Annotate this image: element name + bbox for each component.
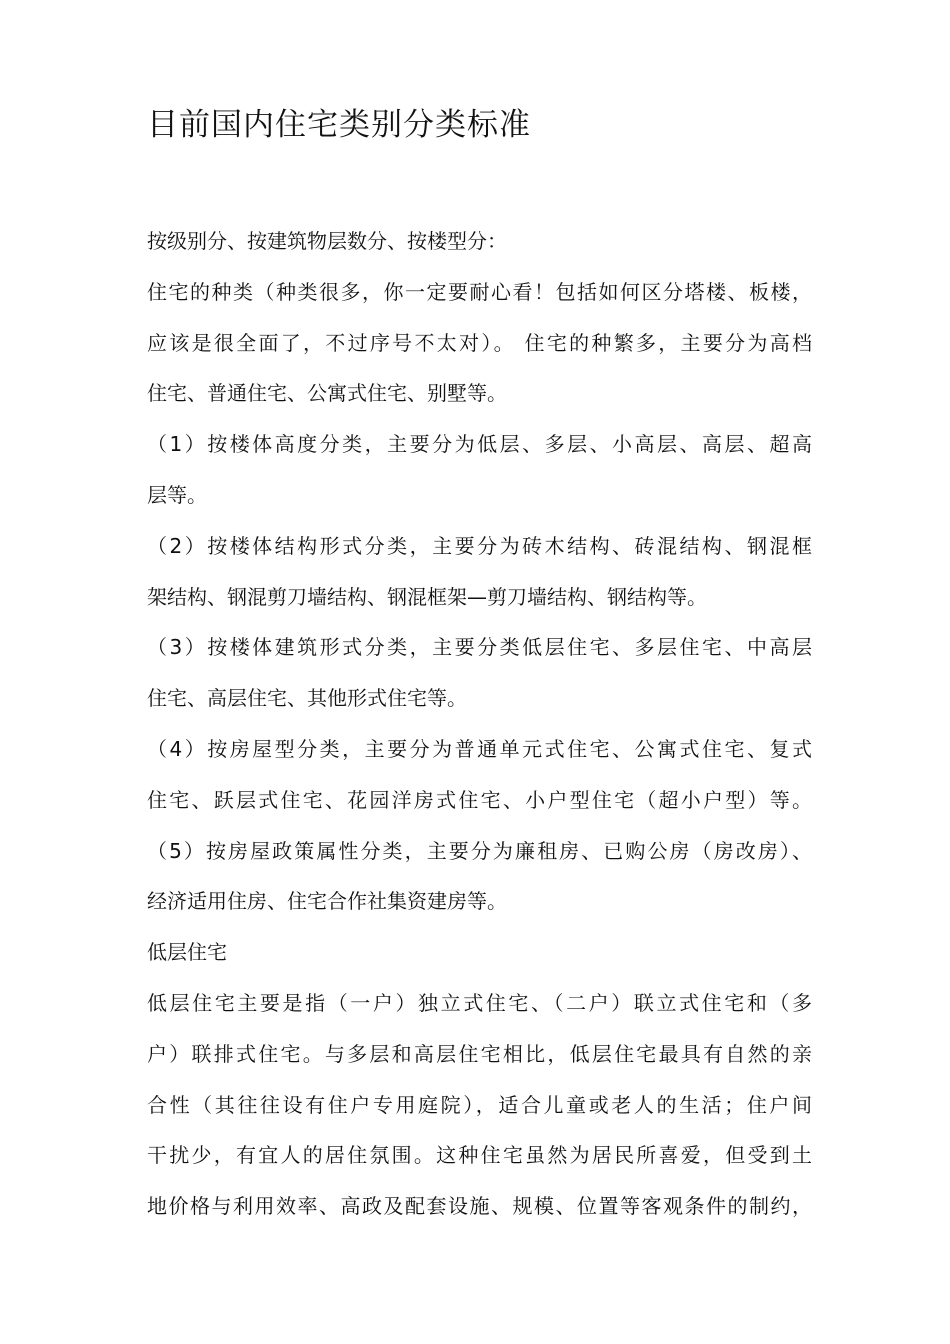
paragraph-line: 住宅、高层住宅、其他形式住宅等。 <box>147 686 467 711</box>
paragraph-line: 户）联排式住宅。与多层和高层住宅相比，低层住宅最具有自然的亲 <box>147 1041 812 1066</box>
paragraph-line: 合性（其往往设有住户专用庭院），适合儿童或老人的生活；住户间 <box>147 1092 812 1117</box>
paragraph-line: 地价格与利用效率、高政及配套设施、规模、位置等客观条件的制约， <box>147 1194 812 1219</box>
document-title: 目前国内住宅类别分类标准 <box>147 107 531 143</box>
paragraph-line: （5）按房屋政策属性分类，主要分为廉租房、已购公房（房改房）、 <box>147 838 812 863</box>
document-body <box>147 216 812 1232</box>
paragraph-line: 架结构、钢混剪刀墙结构、钢混框架—剪刀墙结构、钢结构等。 <box>147 584 707 609</box>
paragraph-line: 住宅、普通住宅、公寓式住宅、别墅等。 <box>147 381 507 406</box>
section-heading: 低层住宅 <box>147 940 227 965</box>
paragraph-line: （3）按楼体建筑形式分类，主要分类低层住宅、多层住宅、中高层 <box>147 635 812 660</box>
paragraph-line: （1）按楼体高度分类，主要分为低层、多层、小高层、高层、超高 <box>147 432 812 457</box>
paragraph-line: 低层住宅主要是指（一户）独立式住宅、（二户）联立式住宅和（多 <box>147 990 812 1015</box>
paragraph-line: （2）按楼体结构形式分类，主要分为砖木结构、砖混结构、钢混框 <box>147 533 812 558</box>
paragraph-line: 住宅的种类（种类很多，你一定要耐心看！包括如何区分塔楼、板楼， <box>147 279 812 304</box>
paragraph-line: （4）按房屋型分类，主要分为普通单元式住宅、公寓式住宅、复式 <box>147 736 812 761</box>
paragraph-line: 干扰少，有宜人的居住氛围。这种住宅虽然为居民所喜爱，但受到土 <box>147 1143 812 1168</box>
paragraph-line: 住宅、跃层式住宅、花园洋房式住宅、小户型住宅（超小户型）等。 <box>147 787 812 812</box>
paragraph-line: 经济适用住房、住宅合作社集资建房等。 <box>147 889 507 914</box>
paragraph-line: 层等。 <box>147 482 207 507</box>
paragraph-line: 按级别分、按建筑物层数分、按楼型分： <box>147 229 507 253</box>
paragraph-line: 应该是很全面了，不过序号不太对）。 住宅的种繁多，主要分为高档 <box>147 330 812 355</box>
